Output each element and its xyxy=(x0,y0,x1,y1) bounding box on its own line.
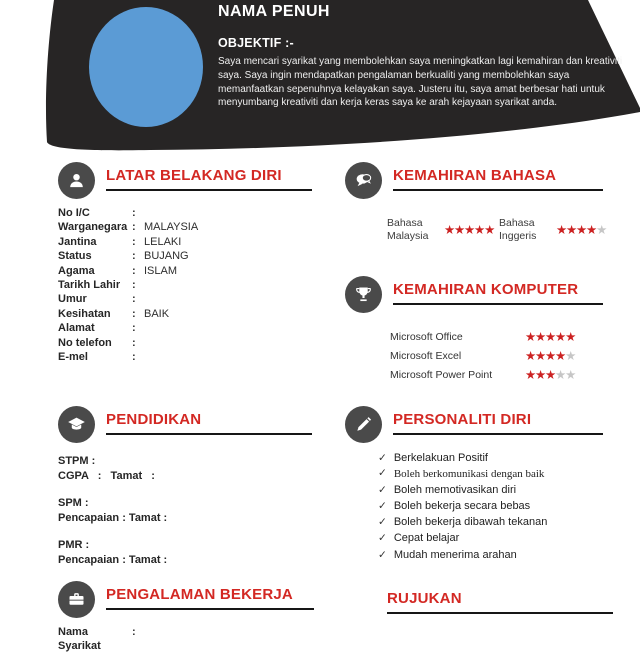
check-icon: ✓ xyxy=(378,484,387,497)
photo-placeholder xyxy=(89,7,203,127)
personality-item: ✓ Mudah menerima arahan xyxy=(378,547,618,563)
graduation-cap-icon xyxy=(58,406,95,443)
section-header-personaliti xyxy=(345,406,603,443)
section-title: PENDIDIKAN xyxy=(106,411,312,435)
star-rating: ★★★★★ xyxy=(556,223,607,237)
computer-skill: Microsoft Power Point ★★★★★ xyxy=(390,365,615,384)
objective-paragraph: Saya mencari syarikat yang membolehkan saya meningkatkan lagi kemahiran dan kreativiti saya. Saya ingin mendapatkan pengalaman berkualiti yang membolehkan saya memanfaatkan sepenuhnya kelayakan saya. Justeru itu, saya amat berbesar hati untuk menyumbang kreativiti dan kerja keras saya ke arah kejayaan syarikat anda. xyxy=(218,56,623,109)
language-skills xyxy=(387,217,617,242)
personality-item: ✓ Cepat belajar xyxy=(378,530,618,546)
check-icon: ✓ xyxy=(378,532,387,545)
full-name: NAMA PENUH xyxy=(218,3,330,20)
personality-item: ✓ Boleh bekerja secara bebas xyxy=(378,498,618,514)
check-icon: ✓ xyxy=(378,468,387,480)
section-title: PENGALAMAN BEKERJA xyxy=(106,586,314,610)
star-rating: ★★★★★ xyxy=(525,330,576,344)
field-row: Jantina : LELAKI xyxy=(58,235,182,248)
education-list xyxy=(58,454,312,580)
personality-item: ✓ Berkelakuan Positif xyxy=(378,450,618,466)
computer-skills xyxy=(390,327,615,384)
field-row: Kesihatan : BAIK xyxy=(58,307,170,320)
personality-item: ✓ Boleh berkomunikasi dengan baik xyxy=(378,466,618,482)
objective-heading: OBJEKTIF :- xyxy=(218,36,294,50)
briefcase-icon xyxy=(58,581,95,618)
experience-fields xyxy=(58,625,312,654)
field-row: Warganegara : MALAYSIA xyxy=(58,221,199,234)
personality-item: ✓ Boleh bekerja dibawah tekanan xyxy=(378,514,618,530)
education-entry: PMR : Pencapaian : Tamat : xyxy=(58,539,168,566)
check-icon: ✓ xyxy=(378,452,387,464)
section-header-pendidikan xyxy=(58,406,312,443)
field-row: No telefon : xyxy=(58,336,136,349)
check-icon: ✓ xyxy=(378,516,387,529)
star-rating: ★★★★★ xyxy=(444,223,495,237)
computer-skill: Microsoft Excel ★★★★★ xyxy=(390,346,615,365)
section-title: LATAR BELAKANG DIRI xyxy=(106,167,312,191)
person-icon xyxy=(58,162,95,199)
speech-bubbles-icon xyxy=(345,162,382,199)
section-header-bahasa xyxy=(345,162,603,199)
section-title: KEMAHIRAN KOMPUTER xyxy=(393,281,603,305)
language-skill: Bahasa Malaysia ★★★★★ xyxy=(387,217,495,242)
field-row: Agama : ISLAM xyxy=(58,264,178,277)
star-rating: ★★★★★ xyxy=(525,368,576,382)
section-header-latar-belakang xyxy=(58,162,312,199)
check-icon: ✓ xyxy=(378,500,387,513)
education-entry: SPM : Pencapaian : Tamat : xyxy=(58,497,168,524)
field-row: No I/C : xyxy=(58,207,136,219)
check-icon: ✓ xyxy=(378,548,387,561)
section-header-rujukan xyxy=(345,585,613,614)
pencil-icon xyxy=(345,406,382,443)
field-row: Status : BUJANG xyxy=(58,250,189,263)
field-row: E-mel : xyxy=(58,351,136,364)
language-skill: Bahasa Inggeris ★★★★★ xyxy=(499,217,607,242)
section-header-komputer xyxy=(345,276,603,313)
section-title: RUJUKAN xyxy=(387,590,613,614)
field-row: Tarikh Lahir : xyxy=(58,279,136,292)
computer-skill: Microsoft Office ★★★★★ xyxy=(390,327,615,346)
section-title: KEMAHIRAN BAHASA xyxy=(393,167,603,191)
trophy-icon xyxy=(345,276,382,313)
education-entry: STPM : CGPA : Tamat : xyxy=(58,455,155,482)
section-title: PERSONALITI DIRI xyxy=(393,411,603,435)
star-rating: ★★★★★ xyxy=(525,349,576,363)
field-row: Umur : xyxy=(58,293,136,306)
section-header-pengalaman xyxy=(58,581,314,618)
field-row: Nama Syarikat : xyxy=(58,626,136,653)
personality-item: ✓ Boleh memotivasikan diri xyxy=(378,482,618,498)
header-text-block xyxy=(218,3,633,110)
personality-list xyxy=(378,450,618,563)
personal-details-list xyxy=(58,206,312,364)
field-row: Alamat : xyxy=(58,322,136,335)
